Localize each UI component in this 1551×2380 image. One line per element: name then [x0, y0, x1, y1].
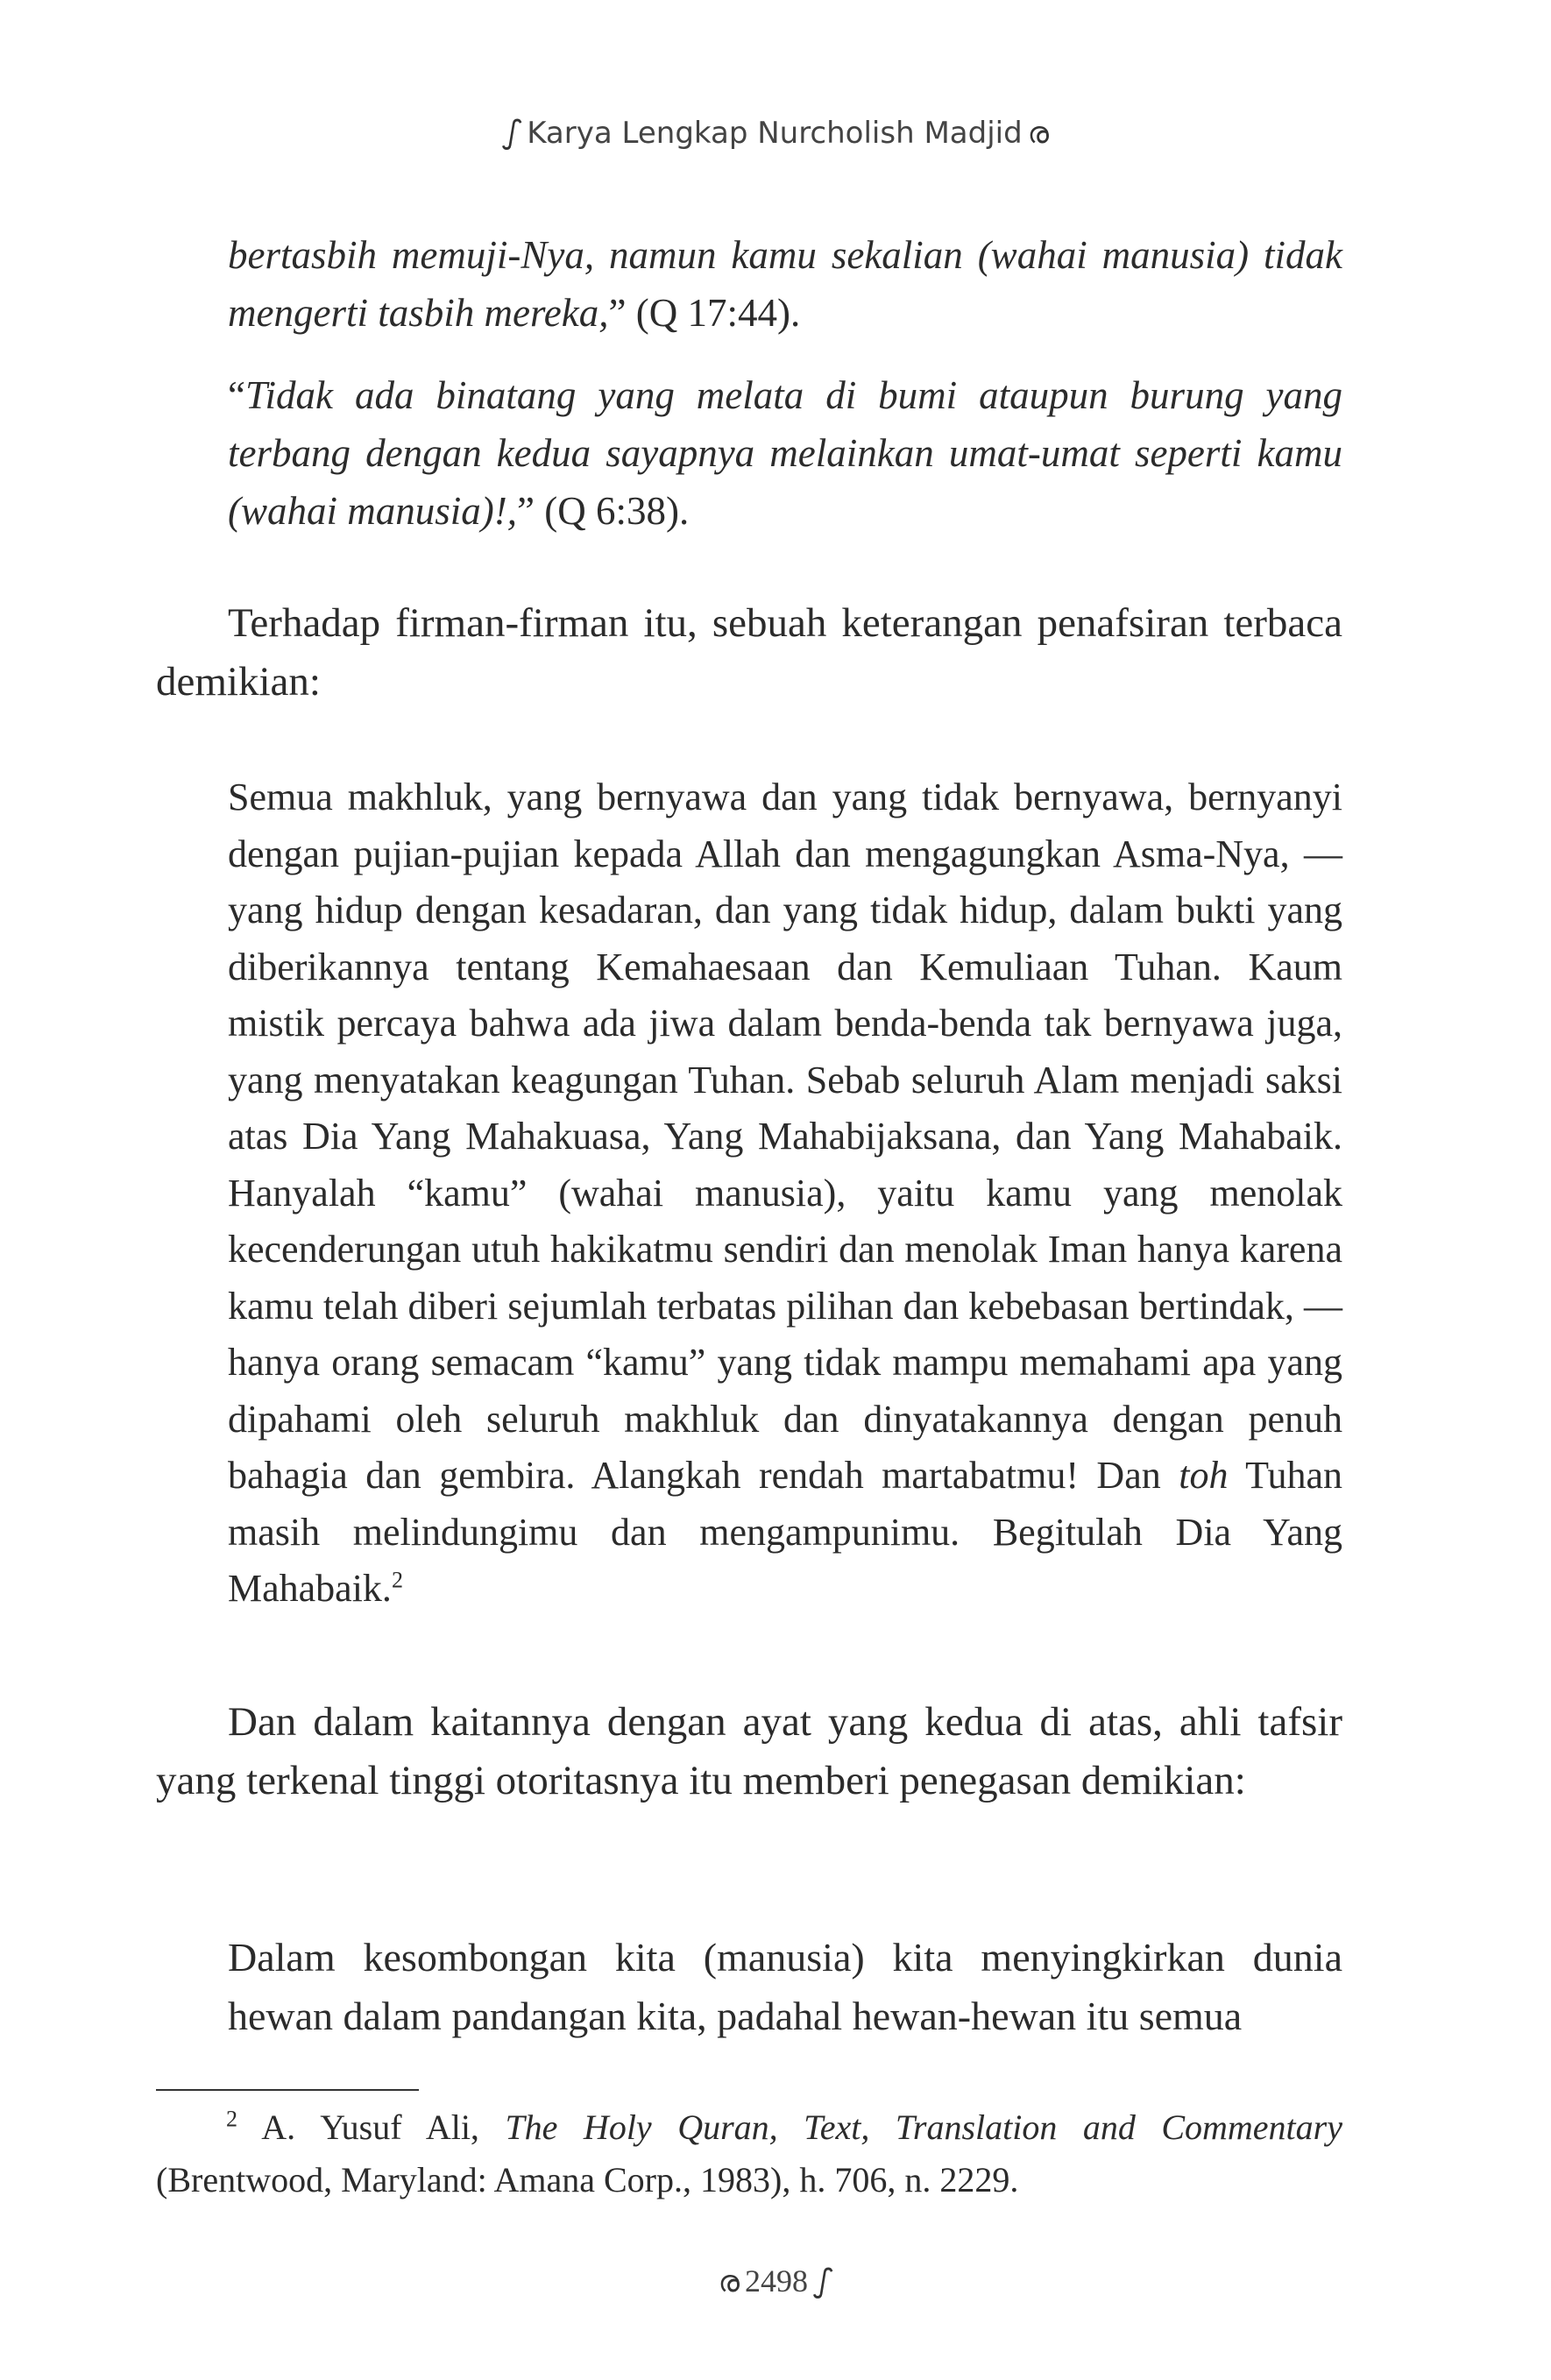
- footnote-book-title: The Holy Quran, Text, Translation and Commentary: [505, 2107, 1342, 2147]
- paragraph-2-text: Dan dalam kaitannya dengan ayat yang kedua di atas, ahli tafsir yang terkenal tinggi otoritasnya itu memberi penegasan demikian:: [156, 1699, 1342, 1803]
- footnote-author: A. Yusuf Ali,: [237, 2107, 506, 2147]
- blockquote-commentary: [228, 769, 1342, 1618]
- right-ornament-icon: ര: [1027, 116, 1050, 151]
- quote-q17-44-ref: ” (Q 17:44).: [608, 291, 801, 335]
- quote-q6-38-text: Tidak ada binatang yang melata di bumi ataupun burung yang terbang dengan kedua sayapnya melainkan umat-umat seperti kamu (wahai manusia)!,: [228, 373, 1342, 533]
- paragraph-1-text: Terhadap firman-firman itu, sebuah keterangan penafsiran terbaca demikian:: [156, 600, 1342, 705]
- footnote-reference-2[interactable]: 2: [391, 1567, 403, 1593]
- quote-q6-38-ref: ” (Q 6:38).: [517, 489, 690, 533]
- blockquote-commentary-italic: toh: [1179, 1454, 1229, 1497]
- blockquote-second: [228, 1928, 1342, 2045]
- footnote-divider: [156, 2089, 419, 2091]
- blockquote-commentary-text-end: Tuhan masih melindungimu dan mengampunimu. Begitulah Dia Yang Mahabaik.: [228, 1454, 1342, 1610]
- quote-q17-44-text: bertasbih memuji-Nya, namun kamu sekalian (wahai manusia) tidak mengerti tasbih mereka,: [228, 233, 1342, 335]
- blockquote-second-text: Dalam kesombongan kita (manusia) kita menyingkirkan dunia hewan dalam pandangan kita, padahal hewan-hewan itu semua: [228, 1935, 1342, 2038]
- paragraph-1: [156, 594, 1342, 712]
- paragraph-2: [156, 1693, 1342, 1810]
- right-ornament-icon: ഽ: [813, 2264, 833, 2299]
- running-header: [0, 116, 1551, 151]
- left-ornament-icon: ര: [718, 2264, 740, 2299]
- page-number: [0, 2263, 1551, 2299]
- page-number-value: 2498: [745, 2263, 809, 2299]
- footnote-2: [156, 2101, 1342, 2206]
- footnote-mark: 2: [226, 2106, 237, 2132]
- quote-q6-38: [228, 366, 1342, 540]
- quote-q6-38-open: “: [228, 373, 245, 417]
- blockquote-commentary-text: Semua makhluk, yang bernyawa dan yang tidak bernyawa, bernyanyi dengan pujian-pujian kepada Allah dan mengagungkan Asma-Nya, — yang hidup dengan kesadaran, dan yang tidak hidup, dalam bukti yang diberikannya tentang Kemahaesaan dan Kemuliaan Tuhan. Kaum mistik percaya bahwa ada jiwa dalam benda-benda tak bernyawa juga, yang menyatakan keagungan Tuhan. Sebab seluruh Alam menjadi saksi atas Dia Yang Mahakuasa, Yang Mahabijaksana, dan Yang Mahabaik. Hanyalah “kamu” (wahai manusia), yaitu kamu yang menolak kecenderungan utuh hakikatmu sendiri dan menolak Iman hanya karena kamu telah diberi sejumlah terbatas pilihan dan kebebasan bertindak, — hanya orang semacam “kamu” yang tidak mampu memahami apa yang dipahami oleh seluruh makhluk dan dinyatakannya dengan penuh bahagia dan gembira. Alangkah rendah martabatmu! Dan: [228, 776, 1342, 1497]
- left-ornament-icon: ഽ: [501, 116, 522, 151]
- quote-q17-44: [228, 226, 1342, 342]
- running-header-title: Karya Lengkap Nurcholish Madjid: [527, 116, 1023, 151]
- footnote-publication: (Brentwood, Maryland: Amana Corp., 1983), h. 706, n. 2229.: [156, 2160, 1019, 2199]
